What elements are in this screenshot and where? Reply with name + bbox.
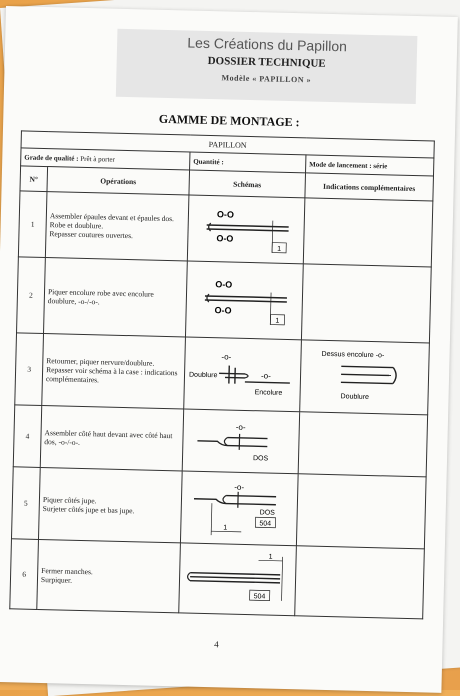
indications-cell [295, 546, 425, 619]
seam-curve [209, 223, 211, 231]
schema-cell [180, 471, 298, 546]
montage-table [9, 130, 435, 619]
indications-cell [298, 412, 427, 477]
fabric-line [194, 498, 276, 504]
indications-cell [301, 264, 431, 343]
fabric-line [190, 572, 280, 574]
col-schemas-header: Schémas [189, 170, 306, 198]
fabric-line [245, 381, 290, 382]
operations-text: Fermer manches. Surpiquer. [41, 566, 93, 585]
row-operations [45, 192, 189, 261]
table-row [15, 333, 430, 415]
row-number: 4 [13, 405, 42, 468]
schema-row-5 [181, 472, 298, 543]
stitch-504-label: 504 [259, 520, 271, 527]
fabric-line [197, 440, 267, 446]
operations-text: Retourner, piquer nervure/doublure. Repasser voir schéma à la case : indications complémentaires. [46, 356, 178, 384]
seam-curve [223, 495, 226, 503]
product-name: PAPILLON [21, 131, 434, 158]
stitch-symbol: O-O [216, 233, 233, 243]
lancement-label: Mode de lancement : série [309, 160, 387, 170]
table-row [10, 539, 425, 619]
fold-curve [393, 367, 396, 383]
schema-cell [179, 543, 297, 616]
schema-row-2 [186, 262, 303, 337]
fabric-line [226, 495, 276, 496]
doublure-label: Doublure [189, 371, 218, 379]
col-num-header: N° [20, 166, 48, 192]
stitch-symbol: O-O [217, 209, 234, 219]
schema-row-6 [179, 544, 296, 613]
grade-value: Prêt à porter [80, 154, 115, 163]
stitch-symbol: O-O [215, 279, 232, 289]
stitch-symbol: -o- [234, 482, 244, 491]
row-operations [44, 258, 188, 337]
model-title: Modèle « PAPILLON » [116, 71, 416, 87]
indication-schema-row-3 [300, 341, 412, 412]
row-operations [42, 334, 186, 409]
dos-label: DOS [260, 509, 276, 516]
fabric-line [207, 228, 289, 230]
row-number: 3 [15, 333, 44, 406]
col-operations-header: Opérations [47, 167, 190, 195]
gamme-title: GAMME DE MONTAGE : [3, 108, 455, 134]
encolure-label: Encolure [255, 389, 283, 397]
seam-curve [224, 437, 227, 445]
schema-cell [182, 409, 299, 474]
measure-one: 1 [277, 245, 281, 252]
stitch-symbol: O-O [215, 305, 232, 315]
fabric-line [219, 373, 245, 374]
schema-row-3 [184, 338, 301, 409]
operations-text: Assembler épaules devant et épaules dos. Robe et doublure. Repasser coutures ouvertes. [49, 211, 174, 240]
measure-one: 1 [223, 524, 227, 531]
fabric-line [341, 382, 393, 383]
row-number: 2 [17, 257, 46, 334]
indications-cell [296, 474, 426, 549]
row-number: 5 [11, 467, 40, 540]
header-box [116, 29, 418, 104]
guide-line [211, 503, 212, 535]
fabric-line [190, 576, 280, 578]
stitch-symbol: -o- [261, 371, 271, 380]
operations-text: Piquer encolure robe avec encolure doublure, -o-/-o-. [48, 287, 154, 306]
fabric-line [341, 366, 393, 367]
brand-title: Les Créations du Papillon [117, 33, 417, 56]
indications-cell [303, 198, 433, 267]
doublure-label: Doublure [340, 393, 369, 401]
seam-curve [188, 572, 191, 580]
stitch-symbol: -o- [221, 352, 231, 361]
indications-cell [300, 340, 430, 415]
dessus-encolure-label: Dessus encolure -o- [322, 350, 385, 359]
row-operations [37, 539, 181, 612]
seam-curve [245, 373, 248, 377]
measure-one: 1 [269, 553, 273, 560]
dossier-title: DOSSIER TECHNIQUE [117, 53, 417, 72]
table-row [17, 257, 432, 343]
seam-curve [207, 293, 209, 301]
table-row [18, 191, 432, 267]
fabric-line [207, 224, 289, 226]
schema-cell [185, 261, 303, 340]
schema-cell [187, 195, 305, 264]
table-row [13, 405, 427, 477]
fabric-line [205, 299, 287, 301]
schema-cell [184, 337, 302, 412]
col-indications-header: Indications complémentaires [305, 173, 434, 201]
fabric-line [341, 374, 389, 375]
page-number: 4 [0, 634, 443, 655]
stitch-504-label: 504 [254, 593, 266, 600]
document-page [0, 6, 458, 693]
fabric-line [205, 295, 287, 297]
row-operations [40, 405, 183, 470]
fabric-line [190, 580, 280, 582]
quantite-label: Quantité : [193, 157, 224, 166]
schema-row-4 [183, 410, 299, 471]
guide-line [272, 220, 273, 252]
measure-one: 1 [275, 317, 279, 324]
operations-text: Assembler côté haut devant avec côté haut dos, -o-/-o-. [44, 428, 172, 447]
dos-label: DOS [253, 455, 269, 462]
row-operations [38, 467, 182, 542]
guide-line [282, 556, 283, 600]
stitch-symbol: -o- [236, 422, 246, 431]
fabric-line [228, 437, 268, 438]
schema-row-1 [188, 196, 304, 261]
operations-text: Piquer côtés jupe. Surjeter côtés jupe et bas jupe. [43, 495, 135, 515]
table-row [11, 467, 426, 549]
row-number: 1 [18, 191, 47, 258]
row-number: 6 [10, 539, 39, 610]
grade-label: Grade de qualité : [24, 153, 78, 162]
